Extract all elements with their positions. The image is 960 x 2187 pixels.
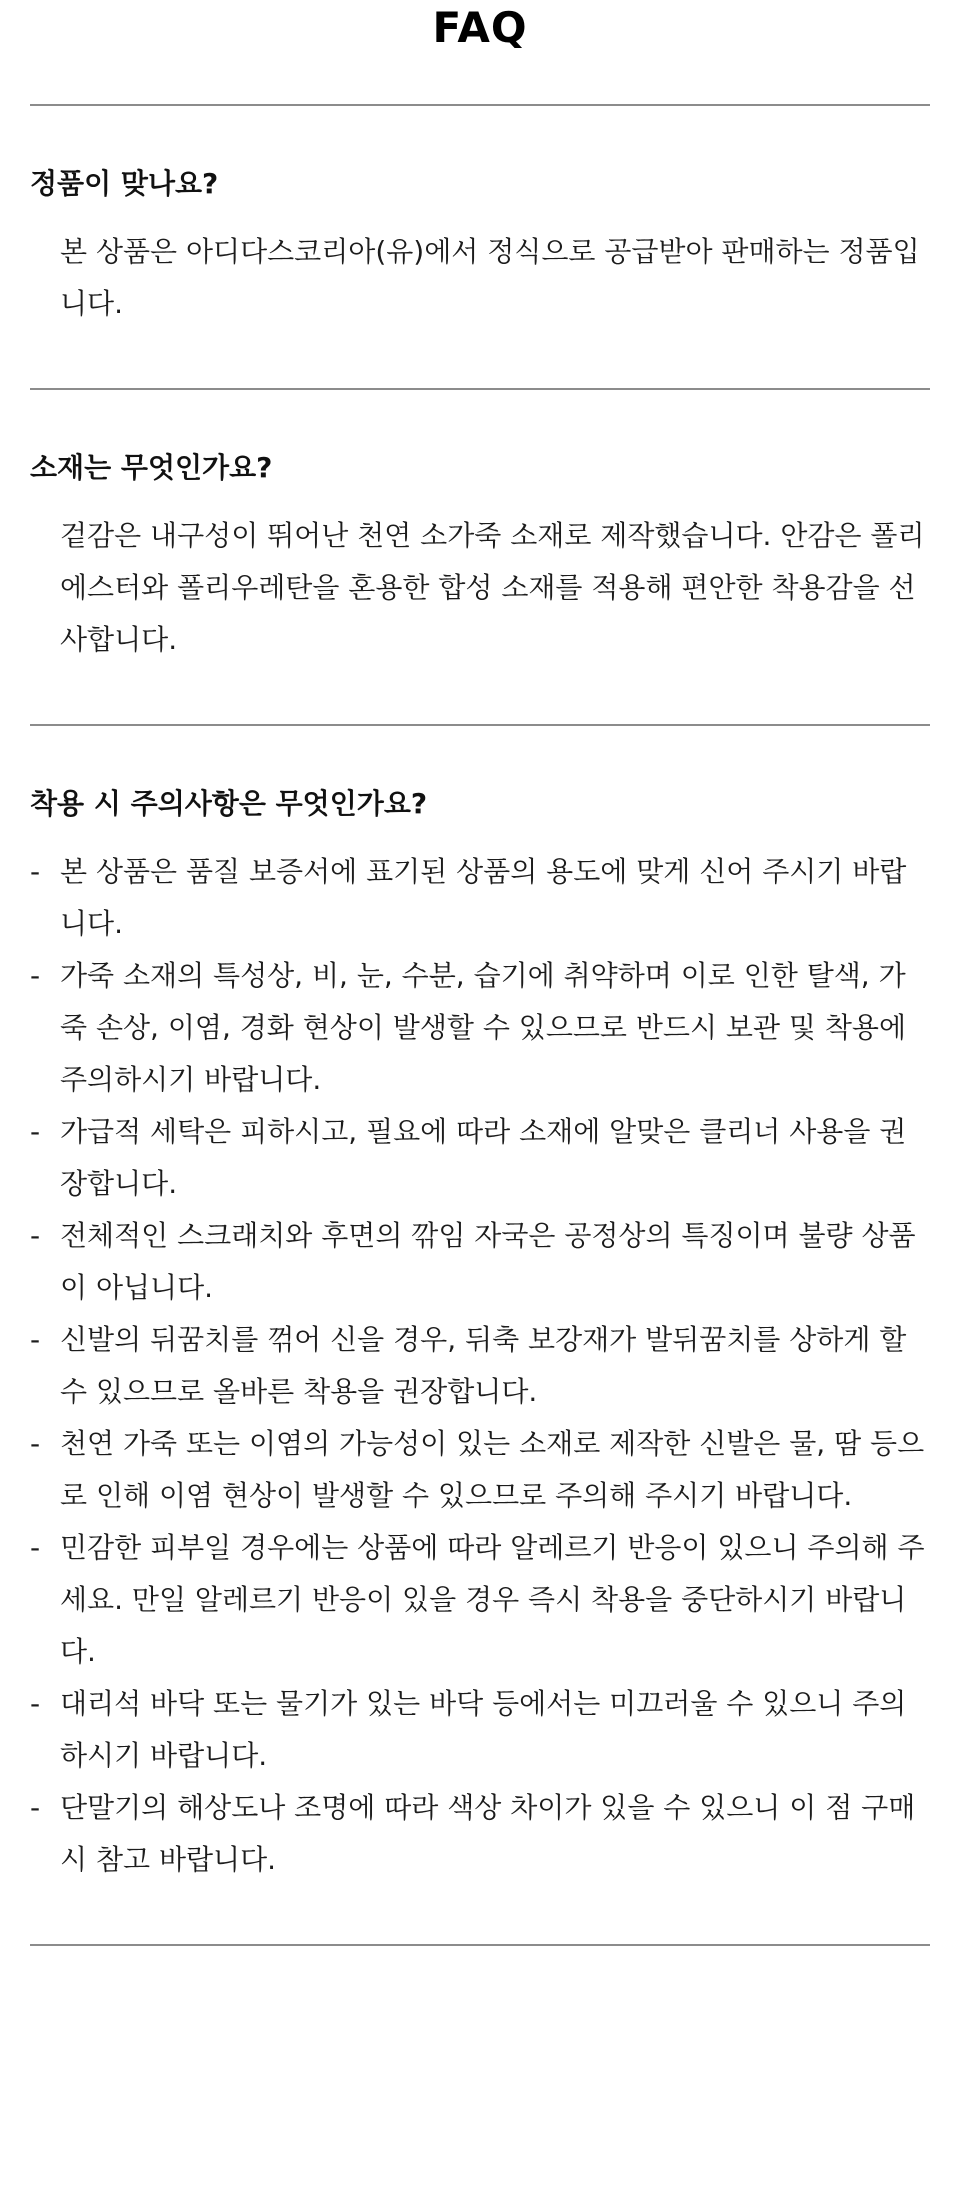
list-item — [30, 1210, 930, 1314]
faq-question: 소재는 무엇인가요? — [30, 451, 273, 484]
list-item-text: 천연 가죽 또는 이염의 가능성이 있는 소재로 제작한 신발은 물, 땀 등으로 인해 이염 현상이 발생할 수 있으므로 주의해 주시기 바랍니다. — [60, 1427, 925, 1512]
bullet-dash: - — [30, 1687, 41, 1720]
list-item — [30, 1314, 930, 1418]
list-item-text: 가죽 소재의 특성상, 비, 눈, 수분, 습기에 취약하며 이로 인한 탈색, 가죽 손상, 이염, 경화 현상이 발생할 수 있으므로 반드시 보관 및 착용에 주의하시기 바랍니다. — [60, 959, 907, 1096]
faq-answer: 본 상품은 아디다스코리아(유)에서 정식으로 공급받아 판매하는 정품입니다. — [60, 235, 920, 320]
bullet-dash: - — [30, 1531, 41, 1564]
list-item — [30, 1106, 930, 1210]
bullet-dash: - — [30, 1323, 41, 1356]
bullet-dash: - — [30, 959, 41, 992]
care-notes-list — [30, 846, 930, 1886]
faq-item-care-notes — [30, 726, 930, 1944]
bullet-dash: - — [30, 855, 41, 888]
list-item-text: 대리석 바닥 또는 물기가 있는 바닥 등에서는 미끄러울 수 있으니 주의하시기 바랍니다. — [60, 1687, 907, 1772]
faq-question: 정품이 맞나요? — [30, 167, 219, 200]
list-item — [30, 950, 930, 1106]
list-item — [30, 1678, 930, 1782]
bullet-dash: - — [30, 1427, 41, 1460]
faq-item-authenticity — [30, 106, 930, 388]
list-item-text: 단말기의 해상도나 조명에 따라 색상 차이가 있을 수 있으니 이 점 구매 시 참고 바랍니다. — [60, 1791, 916, 1876]
list-item — [30, 1418, 930, 1522]
list-item-text: 전체적인 스크래치와 후면의 깎임 자국은 공정상의 특징이며 불량 상품이 아닙니다. — [60, 1219, 916, 1304]
list-item-text: 신발의 뒤꿈치를 꺾어 신을 경우, 뒤축 보강재가 발뒤꿈치를 상하게 할 수 있으므로 올바른 착용을 권장합니다. — [60, 1323, 907, 1408]
section-divider — [30, 1944, 930, 1946]
faq-question: 착용 시 주의사항은 무엇인가요? — [30, 787, 428, 820]
faq-item-material — [30, 390, 930, 724]
list-item-text: 민감한 피부일 경우에는 상품에 따라 알레르기 반응이 있으니 주의해 주세요. 만일 알레르기 반응이 있을 경우 즉시 착용을 중단하시기 바랍니다. — [60, 1531, 925, 1668]
bullet-dash: - — [30, 1791, 41, 1824]
bullet-dash: - — [30, 1115, 41, 1148]
list-item — [30, 1782, 930, 1886]
list-item — [30, 1522, 930, 1678]
list-item-text: 본 상품은 품질 보증서에 표기된 상품의 용도에 맞게 신어 주시기 바랍니다. — [60, 855, 907, 940]
list-item-text: 가급적 세탁은 피하시고, 필요에 따라 소재에 알맞은 클리너 사용을 권장합니다. — [60, 1115, 907, 1200]
faq-answer: 겉감은 내구성이 뛰어난 천연 소가죽 소재로 제작했습니다. 안감은 폴리에스터와 폴리우레탄을 혼용한 합성 소재를 적용해 편안한 착용감을 선사합니다. — [60, 519, 925, 656]
list-item — [30, 846, 930, 950]
bullet-dash: - — [30, 1219, 41, 1252]
page-title: FAQ — [432, 3, 528, 52]
